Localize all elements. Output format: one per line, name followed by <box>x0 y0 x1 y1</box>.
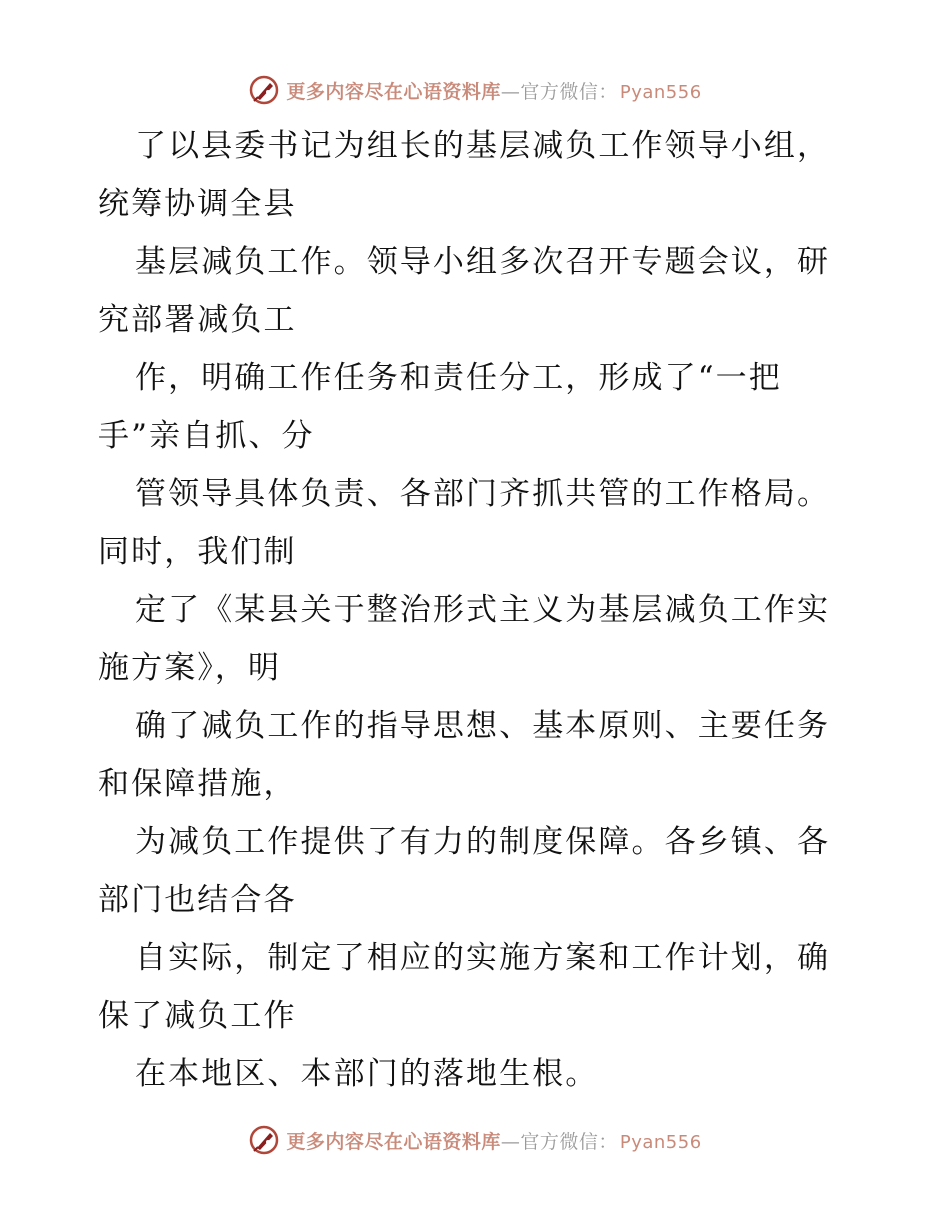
body-line: 同时，我们制 <box>98 534 297 570</box>
body-line: 了以县委书记为组长的基层减负工作领导小组， <box>135 128 831 164</box>
body-line: 统筹协调全县 <box>98 186 297 222</box>
header-banner <box>0 70 950 110</box>
body-line: 手”亲自抓、分 <box>98 418 315 454</box>
body-line: 保了减负工作 <box>98 998 297 1034</box>
body-line: 管领导具体负责、各部门齐抓共管的工作格局。 <box>135 476 831 512</box>
banner-wechat-label: 官方微信： <box>520 1130 618 1153</box>
body-line: 确了减负工作的指导思想、基本原则、主要任务 <box>135 708 831 744</box>
banner-text <box>286 1127 701 1154</box>
banner-site-name: 更多内容尽在心语资料库 <box>286 1130 501 1153</box>
banner-dash: — <box>500 80 521 103</box>
banner-dash: — <box>500 1130 521 1153</box>
body-line: 究部署减负工 <box>98 302 297 338</box>
banner-wechat-id: Pyan556 <box>619 1131 702 1153</box>
banner-text <box>286 77 701 104</box>
banner-site-name: 更多内容尽在心语资料库 <box>286 80 501 103</box>
body-line: 部门也结合各 <box>98 882 297 918</box>
body-line: 自实际，制定了相应的实施方案和工作计划，确 <box>135 940 831 976</box>
banner-wechat-id: Pyan556 <box>619 81 702 103</box>
body-line: 为减负工作提供了有力的制度保障。各乡镇、各 <box>135 824 831 860</box>
body-line: 在本地区、本部门的落地生根。 <box>135 1056 599 1092</box>
quill-pen-logo-icon <box>248 74 280 106</box>
banner-wechat-label: 官方微信： <box>520 80 618 103</box>
quill-pen-logo-icon <box>248 1124 280 1156</box>
footer-banner <box>0 1120 950 1160</box>
body-line: 作，明确工作任务和责任分工，形成了“一把 <box>135 360 782 396</box>
body-line: 和保障措施， <box>98 766 297 802</box>
body-line: 施方案》，明 <box>98 650 282 686</box>
body-line: 定了《某县关于整治形式主义为基层减负工作实 <box>135 592 831 628</box>
body-line: 基层减负工作。领导小组多次召开专题会议，研 <box>135 244 831 280</box>
